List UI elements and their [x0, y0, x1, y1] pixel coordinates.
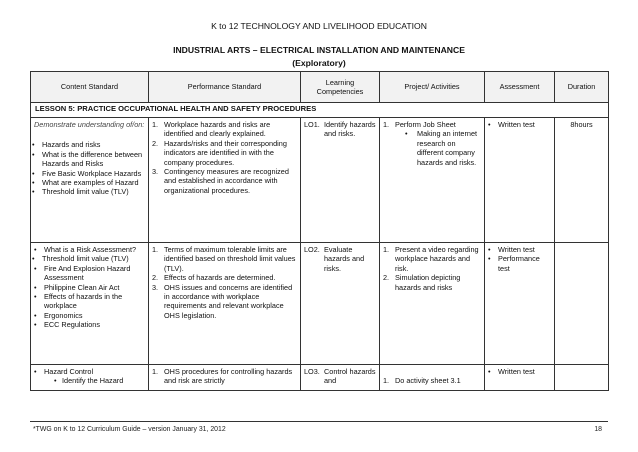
- sub-list: [395, 129, 481, 167]
- list-item: • Threshold limit value (TLV): [32, 254, 145, 263]
- performance-list: [152, 367, 297, 386]
- assessment-list: [488, 120, 551, 129]
- intro-text: Demonstrate understanding of/on:: [34, 120, 145, 129]
- list-item: • What is a Risk Assessment?: [34, 245, 145, 254]
- project-list: [383, 120, 481, 167]
- list-item: 1. Do activity sheet 3.1: [383, 376, 461, 385]
- lesson-row: [31, 103, 609, 118]
- lo-text: Identify hazards and risks.: [324, 120, 376, 139]
- table-header-row: [31, 72, 609, 103]
- header-assessment: Assessment: [485, 72, 555, 103]
- project-activities-cell: [380, 118, 485, 243]
- list-item: • Effects of hazards in the workplace: [34, 292, 145, 311]
- header-content-standard: Content Standard: [31, 72, 149, 103]
- table-row: [31, 365, 609, 391]
- list-item: 2. Hazards/risks and their corresponding indicators are identified in with the company procedures.: [152, 138, 287, 167]
- header-project-activities: Project/ Activities: [380, 72, 485, 103]
- list-item: • Five Basic Workplace Hazards: [32, 169, 145, 178]
- assessment-list: [488, 245, 551, 273]
- assessment-cell: [485, 243, 555, 365]
- sub-list: [44, 376, 145, 385]
- list-item: 1. Workplace hazards and risks are identified and clearly explained.: [152, 120, 271, 139]
- list-item: • Written test: [488, 120, 551, 129]
- learning-competency-cell: [301, 365, 380, 391]
- list-item: 2. Simulation depicting hazards and risks: [383, 273, 461, 292]
- content-list: [34, 140, 145, 196]
- learning-competency-cell: [301, 243, 380, 365]
- list-item: • What are examples of Hazard: [32, 178, 145, 187]
- table-row: [31, 243, 609, 365]
- assessment-cell: [485, 365, 555, 391]
- document-title: K to 12 TECHNOLOGY AND LIVELIHOOD EDUCATION: [211, 21, 427, 31]
- project-list: [383, 245, 481, 292]
- lo-code: LO1.: [304, 120, 320, 129]
- list-item: 1. Terms of maximum tolerable limits are identified based on threshold limit values (TLV).: [152, 245, 296, 273]
- list-item: • ECC Regulations: [34, 320, 145, 329]
- list-item: • Ergonomics: [34, 311, 145, 320]
- lo-text: Control hazards and: [324, 367, 376, 386]
- assessment-cell: [485, 118, 555, 243]
- content-list: [34, 245, 145, 254]
- duration-cell: [555, 365, 609, 391]
- performance-standard-cell: [149, 243, 301, 365]
- header-learning-competencies: Learning Competencies: [301, 72, 380, 103]
- duration-cell: 8hours: [555, 118, 609, 243]
- content-list: [34, 264, 145, 330]
- list-item: • Performance test: [488, 254, 551, 273]
- content-standard-cell: [31, 243, 149, 365]
- lo-code: LO2.: [304, 245, 320, 254]
- list-item: 1. Perform Job Sheet • Making an internet research on different company hazards and risks.: [383, 120, 481, 167]
- list-item: • Threshold limit value (TLV): [32, 187, 145, 196]
- list-item: • Making an internet research on different company hazards and risks.: [405, 129, 481, 167]
- list-item: 1. Present a video regarding workplace hazards and risk.: [383, 245, 479, 273]
- footer-divider: [30, 421, 608, 422]
- lo-code: LO3.: [304, 367, 320, 376]
- performance-list: [152, 120, 297, 195]
- performance-standard-cell: [149, 118, 301, 243]
- duration-cell: [555, 243, 609, 365]
- project-activities-cell: [380, 365, 485, 391]
- project-activities-cell: [380, 243, 485, 365]
- project-list: [383, 376, 481, 385]
- header-performance-standard: Performance Standard: [149, 72, 301, 103]
- learning-competency-cell: [301, 118, 380, 243]
- list-item: • Hazards and risks: [32, 140, 145, 149]
- lo-text: Evaluate hazards and risks.: [324, 245, 365, 273]
- list-item: 2. Effects of hazards are determined.: [152, 273, 276, 283]
- list-item: • Hazard Control • Identify the Hazard: [34, 367, 145, 386]
- content-list: [34, 367, 145, 386]
- table-row: [31, 118, 609, 243]
- content-standard-cell: [31, 118, 149, 243]
- performance-standard-cell: [149, 365, 301, 391]
- list-item: • Written test: [488, 367, 551, 376]
- list-item: • Written test: [488, 245, 551, 254]
- performance-list: [152, 245, 297, 320]
- header-duration: Duration: [555, 72, 609, 103]
- assessment-list: [488, 367, 551, 376]
- list-item: 1. OHS procedures for controlling hazards and risk are strictly: [152, 367, 293, 386]
- course-title: INDUSTRIAL ARTS – ELECTRICAL INSTALLATION AND MAINTENANCE: [173, 45, 465, 55]
- course-subtitle: (Exploratory): [292, 58, 346, 68]
- list-item: 3. Contingency measures are recognized and established in accordance with organizational procedures.: [152, 167, 289, 195]
- footer-source: *TWG on K to 12 Curriculum Guide – version January 31, 2012: [33, 426, 226, 433]
- page-number: 18: [594, 426, 602, 433]
- curriculum-table: [30, 71, 609, 391]
- lesson-title: LESSON 5: PRACTICE OCCUPATIONAL HEALTH AND SAFETY PROCEDURES: [31, 103, 609, 118]
- content-standard-cell: [31, 365, 149, 391]
- list-item: • Fire And Explosion Hazard Assessment: [34, 264, 145, 283]
- list-item: • Philippine Clean Air Act: [34, 283, 145, 292]
- list-item: 3. OHS issues and concerns are identified in accordance with workplace requirements and relevant workplace OHS legislation.: [152, 282, 293, 320]
- list-item: • What is the difference between Hazards and Risks: [32, 150, 145, 169]
- list-item: • Identify the Hazard: [54, 376, 145, 385]
- content-list: [34, 254, 145, 263]
